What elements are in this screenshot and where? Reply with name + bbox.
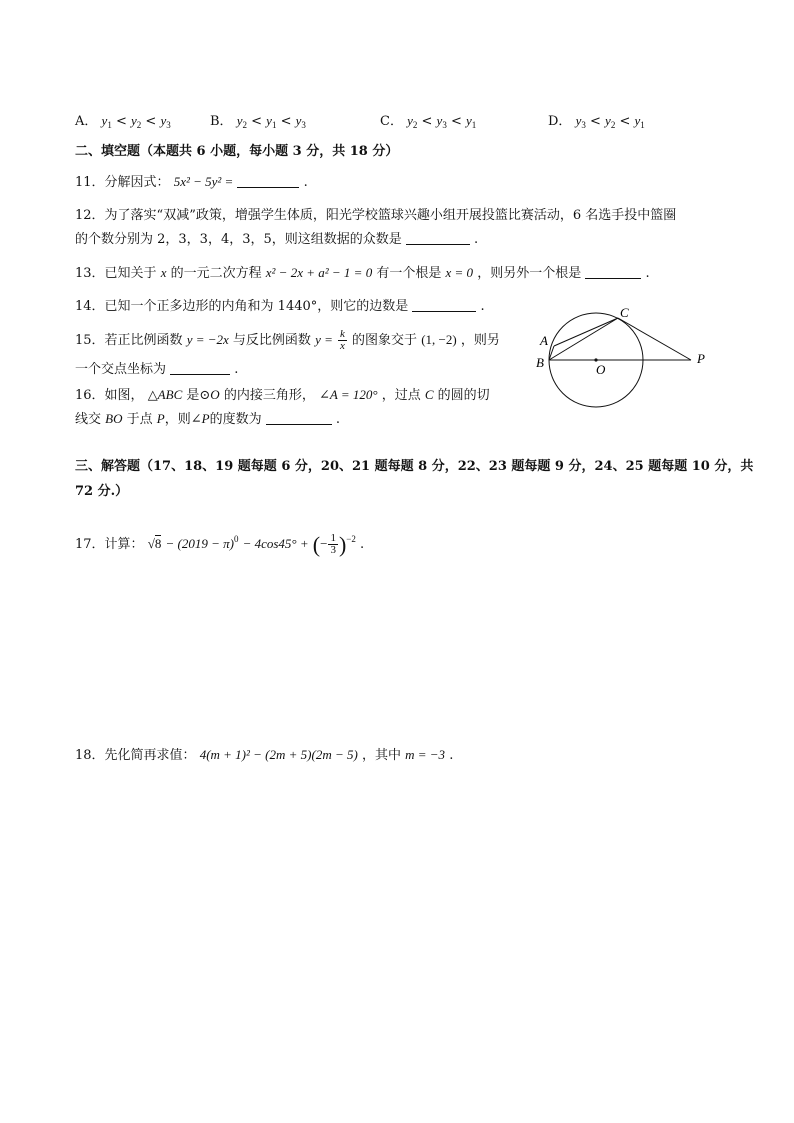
tangent-cp bbox=[618, 318, 691, 360]
section-3-heading-line-1: 三、解答题（17、18、19 题每题 6 分，20、21 题每题 8 分，22、23 题每题 9 分，24、25 题每题 10 分，共 bbox=[75, 459, 754, 474]
q13-answer-blank[interactable] bbox=[585, 266, 641, 279]
label-o: O bbox=[596, 362, 606, 377]
q17-fraction: $\frac{1}{3}$ bbox=[330, 532, 336, 556]
question-11: 11．分解因式： 5x² − 5y² = . bbox=[75, 174, 308, 190]
label-a: A bbox=[540, 333, 548, 348]
question-12-line-2: 的个数分别为 2，3，3，4，3，5，则这组数据的众数是 . bbox=[75, 232, 479, 247]
sqrt-term: √8 bbox=[147, 536, 162, 551]
q12-answer-blank[interactable] bbox=[406, 232, 470, 245]
q11-answer-blank[interactable] bbox=[237, 175, 299, 188]
label-p: P bbox=[697, 351, 705, 366]
q15-answer-blank[interactable] bbox=[170, 362, 230, 375]
question-13: 13．已知关于 x 的一元二次方程 x² − 2x + a² − 1 = 0 有一个根是 x = 0 ，则另外一个根是 . bbox=[75, 265, 650, 281]
question-17: 17．计算： $√8 - (2019 - \pi)^0 - 4\cos 45^\circ$ + (− $\frac{1}{3}$ )$^{-2}$ . bbox=[75, 532, 365, 557]
question-16-line-2: 线交 BO 于点 P，则∠P的度数为 . bbox=[75, 411, 341, 427]
segment-ac bbox=[554, 318, 618, 346]
label-c: C bbox=[620, 305, 629, 320]
question-18: 18．先化简再求值： 4(m + 1)² − (2m + 5)(2m − 5) ，其中 m = −3 . bbox=[75, 747, 454, 763]
question-16-line-1: 16．如图， △ABC 是⊙O 的内接三角形， ∠A = 120° ，过点 C 的圆的切 bbox=[75, 387, 490, 403]
q15-fraction: $\frac{k}{x}$ bbox=[340, 328, 345, 352]
question-12-line-1: 12．为了落实“双减”政策，增强学生体质，阳光学校篮球兴趣小组开展投篮比赛活动，6 名选手投中篮圈 bbox=[75, 208, 677, 223]
option-c[interactable]: C． $y_2 < y_3 < y_1$ bbox=[380, 113, 477, 130]
q13-equation: x² − 2x + a² − 1 = 0 bbox=[265, 265, 373, 280]
q18-expression: 4(m + 1)² − (2m + 5)(2m − 5) bbox=[199, 747, 358, 762]
question-14: 14．已知一个正多边形的内角和为 1440°，则它的边数是 . bbox=[75, 299, 485, 314]
label-b: B bbox=[536, 355, 544, 370]
circle-tangent-figure bbox=[528, 300, 718, 415]
question-15-line-2: 一个交点坐标为 . bbox=[75, 362, 239, 377]
q11-expression: 5x² − 5y² = bbox=[173, 174, 234, 189]
q14-answer-blank[interactable] bbox=[412, 299, 476, 312]
segment-bc bbox=[549, 318, 618, 360]
option-a[interactable]: A． $y_1 < y_2 < y_3$ bbox=[75, 113, 171, 130]
question-15-line-1: 15．若正比例函数 y = −2x 与反比例函数 y = $\frac{k}{x}$ 的图象交于 (1, −2) ，则另 bbox=[75, 328, 500, 352]
option-d[interactable]: D． $y_3 < y_2 < y_1$ bbox=[548, 113, 645, 130]
q16-answer-blank[interactable] bbox=[266, 412, 332, 425]
section-2-heading: 二、填空题（本题共 6 小题，每小题 3 分，共 18 分） bbox=[75, 144, 399, 159]
section-3-heading-line-2: 72 分.） bbox=[75, 484, 129, 499]
option-b[interactable]: B． $y_2 < y_1 < y_3$ bbox=[210, 113, 306, 130]
